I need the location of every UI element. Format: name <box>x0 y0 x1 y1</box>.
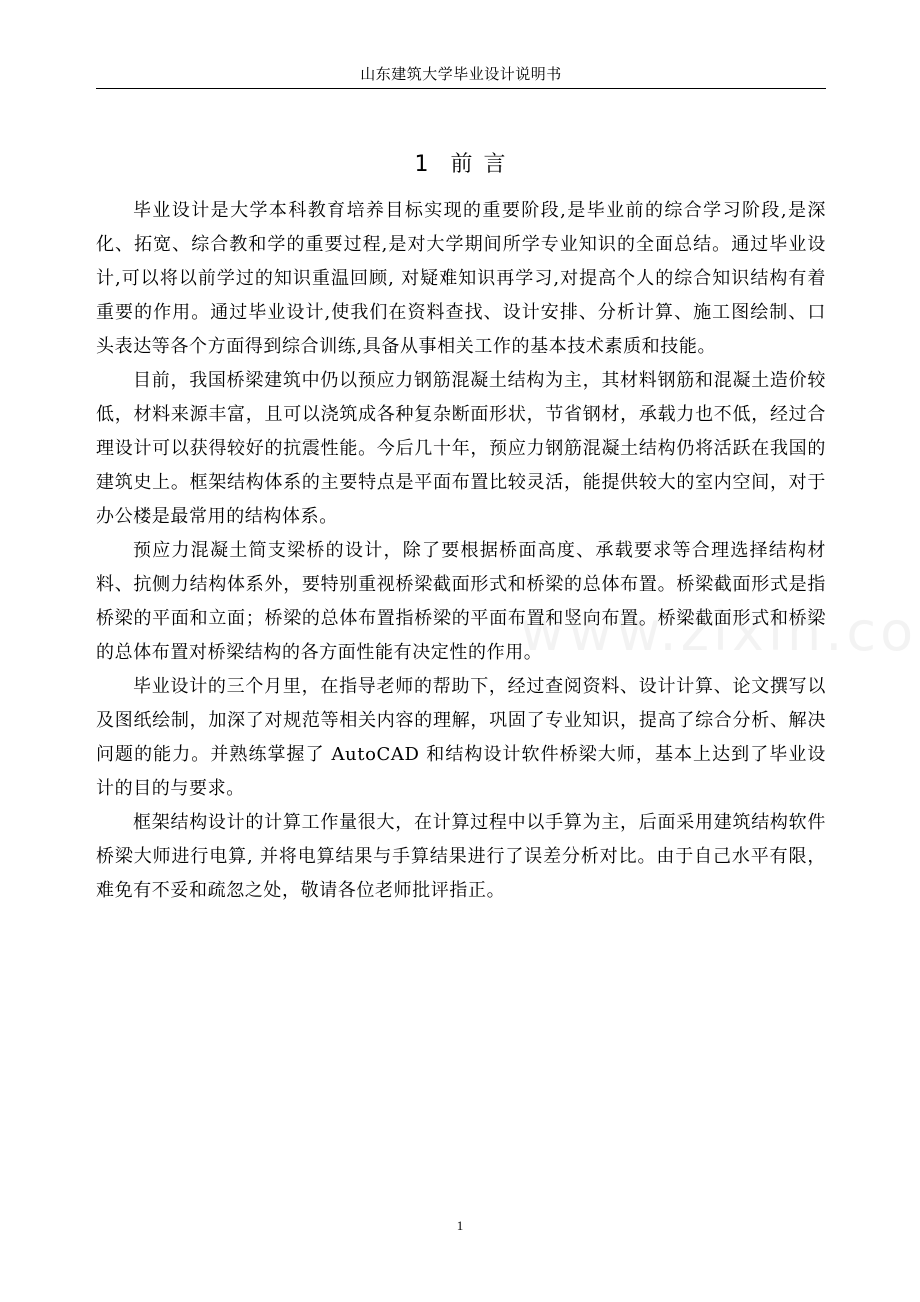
chapter-heading <box>96 150 826 180</box>
paragraph: 目前，我国桥梁建筑中仍以预应力钢筋混凝土结构为主，其材料钢筋和混凝土造价较低，材料来源丰富，且可以浇筑成各种复杂断面形状，节省钢材，承载力也不低，经过合理设计可以获得较好的抗震性能。今后几十年，预应力钢筋混凝土结构仍将活跃在我国的建筑史上。框架结构体系的主要特点是平面布置比较灵活，能提供较大的室内空间，对于办公楼是最常用的结构体系。 <box>96 370 826 527</box>
header-divider <box>96 88 826 89</box>
running-header: 山东建筑大学毕业设计说明书 <box>360 65 562 83</box>
chapter-number: 1 <box>414 152 431 177</box>
paragraph: 毕业设计的三个月里，在指导老师的帮助下，经过查阅资料、设计计算、论文撰写以及图纸绘制，加深了对规范等相关内容的理解，巩固了专业知识，提高了综合分析、解决问题的能力。并熟练掌握了 AutoCAD 和结构设计软件桥梁大师，基本上达到了毕业设计的目的与要求。 <box>96 676 826 799</box>
paragraph: 预应力混凝土简支梁桥的设计，除了要根据桥面高度、承载要求等合理选择结构材料、抗侧力结构体系外，要特别重视桥梁截面形式和桥梁的总体布置。桥梁截面形式是指桥梁的平面和立面；桥梁的总体布置指桥梁的平面布置和竖向布置。桥梁截面形式和桥梁的总体布置对桥梁结构的各方面性能有决定性的作用。 <box>96 540 826 663</box>
paragraph: 框架结构设计的计算工作量很大，在计算过程中以手算为主，后面采用建筑结构软件桥梁大师进行电算, 并将电算结果与手算结果进行了误差分析对比。由于自己水平有限，难免有不妥和疏忽之处，敬请各位老师批评指正。 <box>96 812 826 901</box>
paragraph: 毕业设计是大学本科教育培养目标实现的重要阶段,是毕业前的综合学习阶段,是深化、拓宽、综合教和学的重要过程,是对大学期间所学专业知识的全面总结。通过毕业设计,可以将以前学过的知识重温回顾, 对疑难知识再学习,对提高个人的综合知识结构有着重要的作用。通过毕业设计,使我们在资料查找、设计安排、分析计算、施工图绘制、口头表达等各个方面得到综合训练,具备从事相关工作的基本技术素质和技能。 <box>96 200 826 357</box>
chapter-title: 前 言 <box>450 152 508 177</box>
page-number: 1 <box>456 1218 464 1233</box>
body-text <box>96 194 826 908</box>
